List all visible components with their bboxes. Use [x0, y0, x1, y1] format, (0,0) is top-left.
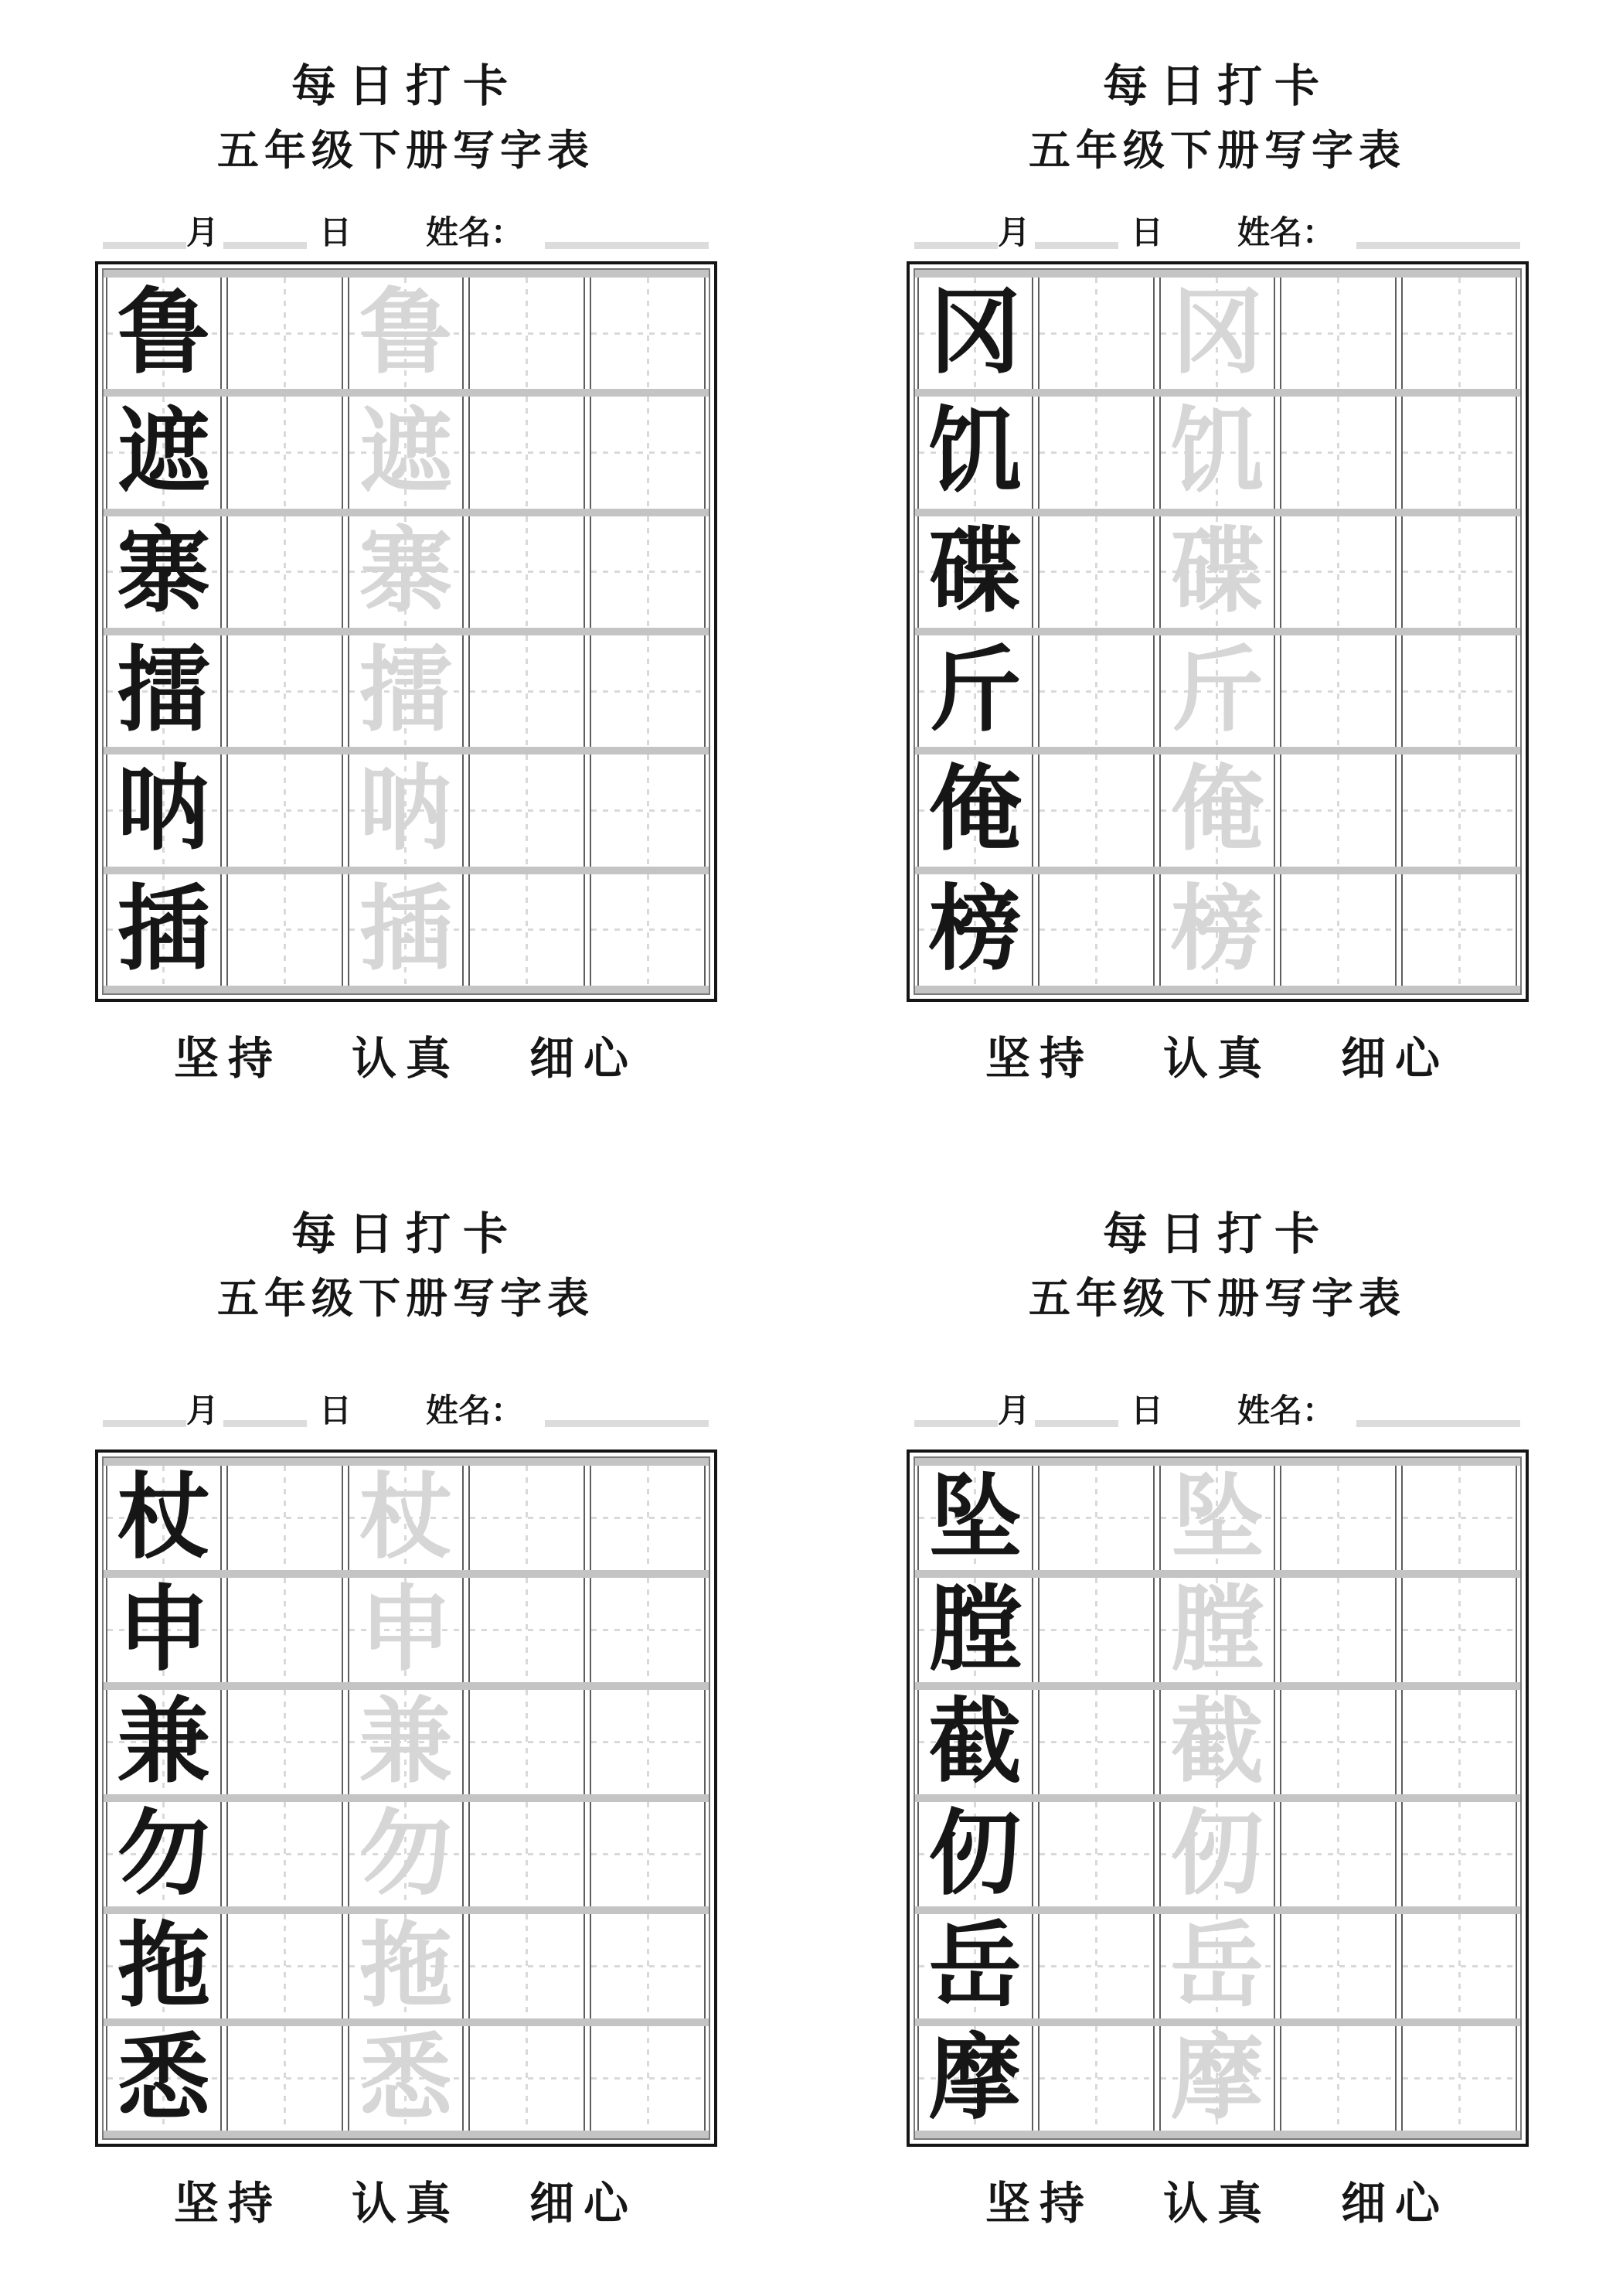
character-glyph: 杖	[117, 1466, 210, 1570]
character-glyph: 申	[117, 1578, 210, 1682]
empty-practice-cell	[1038, 755, 1155, 866]
character-cell	[917, 1466, 1034, 1570]
practice-row	[104, 747, 709, 866]
character-glyph: 榜	[928, 875, 1022, 983]
empty-practice-cell	[1401, 635, 1518, 747]
empty-practice-cell	[226, 516, 343, 628]
month-label: 月	[185, 213, 219, 251]
trace-glyph: 鲁	[359, 279, 452, 387]
trace-glyph: 寨	[359, 517, 452, 625]
name-label: 姓名：	[426, 1392, 524, 1429]
empty-practice-cell	[1038, 1914, 1155, 2018]
sheet-subtitle: 五年级下册写字表	[1029, 1274, 1406, 1323]
character-cell	[917, 397, 1034, 508]
trace-glyph: 遮	[359, 398, 452, 506]
empty-practice-cell	[226, 1802, 343, 1906]
character-glyph: 碟	[928, 517, 1022, 625]
empty-practice-cell	[1401, 516, 1518, 628]
motto-word: 坚持	[985, 2177, 1094, 2230]
motto-line	[812, 2177, 1623, 2230]
month-blank-line	[103, 1420, 186, 1427]
empty-practice-cell	[1038, 874, 1155, 986]
trace-glyph: 摩	[1170, 2026, 1264, 2131]
sheet-title: 每日打卡	[1102, 60, 1332, 112]
sheet-bottom-right	[812, 1148, 1623, 2296]
practice-row	[915, 2018, 1520, 2138]
trace-glyph: 冈	[1170, 279, 1264, 387]
trace-glyph: 饥	[1170, 398, 1264, 506]
empty-practice-cell	[1401, 278, 1518, 389]
trace-cell	[348, 397, 464, 508]
day-label: 日	[318, 1392, 352, 1429]
character-cell	[917, 874, 1034, 986]
empty-practice-cell	[1280, 1802, 1397, 1906]
practice-row	[104, 628, 709, 747]
month-label: 月	[185, 1392, 219, 1429]
empty-practice-cell	[1038, 1690, 1155, 1794]
trace-glyph: 杖	[359, 1466, 452, 1570]
empty-practice-cell	[1038, 2026, 1155, 2131]
motto-word: 坚持	[985, 1032, 1094, 1085]
character-cell	[917, 278, 1034, 389]
trace-glyph: 悉	[359, 2026, 452, 2131]
date-name-line	[812, 1389, 1623, 1429]
empty-practice-cell	[226, 2026, 343, 2131]
empty-practice-cell	[1038, 1578, 1155, 1682]
empty-practice-cell	[1038, 1466, 1155, 1570]
motto-word: 坚持	[173, 2177, 282, 2230]
character-glyph: 勿	[117, 1802, 210, 1906]
empty-practice-cell	[468, 635, 585, 747]
empty-practice-cell	[468, 1578, 585, 1682]
empty-practice-cell	[1401, 1466, 1518, 1570]
practice-grid	[907, 261, 1529, 1002]
character-cell	[917, 2026, 1034, 2131]
month-blank-line	[914, 242, 998, 249]
empty-practice-cell	[1038, 516, 1155, 628]
day-label: 日	[318, 213, 352, 251]
practice-row	[104, 1682, 709, 1794]
sheet-top-left	[0, 0, 812, 1148]
character-glyph: 悉	[117, 2026, 210, 2131]
empty-practice-cell	[1401, 397, 1518, 508]
motto-word: 坚持	[173, 1032, 282, 1085]
trace-cell	[1159, 635, 1276, 747]
practice-row	[915, 389, 1520, 508]
character-glyph: 插	[117, 875, 210, 983]
motto-line	[0, 2177, 812, 2230]
day-blank-line	[1035, 1420, 1118, 1427]
trace-glyph: 俺	[1170, 756, 1264, 864]
character-cell	[106, 874, 223, 986]
name-blank-line	[1356, 242, 1520, 249]
character-cell	[106, 755, 223, 866]
sheet-subtitle: 五年级下册写字表	[1029, 126, 1406, 175]
character-glyph: 斤	[928, 637, 1022, 745]
practice-row	[915, 1570, 1520, 1682]
trace-cell	[348, 1578, 464, 1682]
practice-grid-rows	[102, 1456, 710, 2140]
month-blank-line	[103, 242, 186, 249]
empty-practice-cell	[226, 635, 343, 747]
empty-practice-cell	[468, 1802, 585, 1906]
trace-cell	[348, 278, 464, 389]
sheet-title: 每日打卡	[291, 60, 520, 112]
empty-practice-cell	[590, 635, 706, 747]
empty-practice-cell	[1038, 1802, 1155, 1906]
character-glyph: 兼	[117, 1690, 210, 1794]
empty-practice-cell	[590, 1802, 706, 1906]
empty-practice-cell	[1280, 516, 1397, 628]
character-glyph: 饥	[928, 398, 1022, 506]
name-blank-line	[545, 1420, 709, 1427]
empty-practice-cell	[468, 516, 585, 628]
trace-glyph: 斤	[1170, 637, 1264, 745]
trace-cell	[1159, 516, 1276, 628]
sheet-subtitle: 五年级下册写字表	[217, 126, 594, 175]
empty-practice-cell	[1280, 1914, 1397, 2018]
trace-glyph: 擂	[359, 637, 452, 745]
practice-row	[104, 509, 709, 628]
trace-cell	[348, 1914, 464, 2018]
empty-practice-cell	[1401, 1802, 1518, 1906]
empty-practice-cell	[590, 1466, 706, 1570]
trace-cell	[348, 1690, 464, 1794]
day-label: 日	[1130, 1392, 1163, 1429]
trace-cell	[1159, 1690, 1276, 1794]
day-blank-line	[223, 242, 307, 249]
trace-glyph: 勿	[359, 1802, 452, 1906]
practice-row	[915, 1794, 1520, 1906]
motto-line	[0, 1032, 812, 1085]
empty-practice-cell	[226, 1466, 343, 1570]
empty-practice-cell	[1401, 1914, 1518, 2018]
practice-grid-rows	[914, 268, 1522, 995]
name-label: 姓名：	[1237, 213, 1335, 251]
motto-word: 认真	[351, 1032, 460, 1085]
day-label: 日	[1130, 213, 1163, 251]
practice-grid-rows	[914, 1456, 1522, 2140]
character-glyph: 坠	[928, 1466, 1022, 1570]
trace-cell	[1159, 278, 1276, 389]
day-blank-line	[1035, 242, 1118, 249]
trace-cell	[1159, 1466, 1276, 1570]
trace-glyph: 插	[359, 875, 452, 983]
practice-row	[104, 1458, 709, 1570]
character-glyph: 鲁	[117, 279, 210, 387]
sheet-subtitle: 五年级下册写字表	[217, 1274, 594, 1323]
trace-cell	[348, 635, 464, 747]
empty-practice-cell	[590, 1914, 706, 2018]
empty-practice-cell	[590, 1578, 706, 1682]
trace-glyph: 申	[359, 1578, 452, 1682]
trace-glyph: 坠	[1170, 1466, 1264, 1570]
trace-cell	[1159, 397, 1276, 508]
motto-line	[812, 1032, 1623, 1085]
character-glyph: 岳	[928, 1914, 1022, 2018]
character-glyph: 冈	[928, 279, 1022, 387]
empty-practice-cell	[468, 278, 585, 389]
practice-row	[104, 2018, 709, 2138]
sheet-top-right	[812, 0, 1623, 1148]
sheet-title: 每日打卡	[291, 1208, 520, 1260]
motto-word: 细心	[529, 1032, 638, 1085]
trace-cell	[1159, 2026, 1276, 2131]
character-glyph: 膛	[928, 1578, 1022, 1682]
empty-practice-cell	[1280, 2026, 1397, 2131]
motto-word: 认真	[351, 2177, 460, 2230]
trace-cell	[348, 2026, 464, 2131]
empty-practice-cell	[1280, 397, 1397, 508]
sheet-bottom-left	[0, 1148, 812, 2296]
date-name-line	[812, 211, 1623, 251]
character-glyph: 寨	[117, 517, 210, 625]
name-label: 姓名：	[426, 213, 524, 251]
empty-practice-cell	[226, 278, 343, 389]
trace-cell	[1159, 874, 1276, 986]
trace-cell	[348, 874, 464, 986]
empty-practice-cell	[1038, 635, 1155, 747]
practice-row	[104, 867, 709, 993]
character-glyph: 摩	[928, 2026, 1022, 2131]
empty-practice-cell	[1038, 397, 1155, 508]
character-cell	[917, 1802, 1034, 1906]
trace-cell	[1159, 1802, 1276, 1906]
character-glyph: 擂	[117, 637, 210, 745]
motto-word: 细心	[1341, 1032, 1450, 1085]
trace-glyph: 岳	[1170, 1914, 1264, 2018]
character-cell	[917, 1578, 1034, 1682]
trace-glyph: 榜	[1170, 875, 1264, 983]
practice-row	[915, 1682, 1520, 1794]
character-cell	[917, 1690, 1034, 1794]
character-glyph: 遮	[117, 398, 210, 506]
empty-practice-cell	[1401, 1690, 1518, 1794]
trace-cell	[1159, 1578, 1276, 1682]
empty-practice-cell	[1401, 2026, 1518, 2131]
empty-practice-cell	[590, 516, 706, 628]
character-cell	[106, 1914, 223, 2018]
empty-practice-cell	[1280, 1578, 1397, 1682]
trace-cell	[348, 1802, 464, 1906]
trace-glyph: 膛	[1170, 1578, 1264, 1682]
practice-grid	[95, 261, 717, 1002]
character-cell	[106, 397, 223, 508]
character-cell	[106, 1466, 223, 1570]
practice-row	[915, 1458, 1520, 1570]
month-label: 月	[997, 1392, 1030, 1429]
character-glyph: 仞	[928, 1802, 1022, 1906]
character-cell	[917, 1914, 1034, 2018]
character-glyph: 拖	[117, 1914, 210, 2018]
empty-practice-cell	[468, 1466, 585, 1570]
empty-practice-cell	[226, 1578, 343, 1682]
character-glyph: 截	[928, 1690, 1022, 1794]
empty-practice-cell	[468, 397, 585, 508]
date-name-line	[0, 1389, 812, 1429]
day-blank-line	[223, 1420, 307, 1427]
empty-practice-cell	[1280, 1690, 1397, 1794]
practice-row	[104, 1794, 709, 1906]
motto-word: 细心	[529, 2177, 638, 2230]
trace-cell	[348, 1466, 464, 1570]
motto-word: 认真	[1162, 1032, 1271, 1085]
trace-glyph: 兼	[359, 1690, 452, 1794]
name-blank-line	[1356, 1420, 1520, 1427]
motto-word: 细心	[1341, 2177, 1450, 2230]
practice-grid	[95, 1449, 717, 2147]
empty-practice-cell	[1401, 755, 1518, 866]
month-blank-line	[914, 1420, 998, 1427]
empty-practice-cell	[590, 1690, 706, 1794]
character-cell	[106, 635, 223, 747]
empty-practice-cell	[590, 2026, 706, 2131]
empty-practice-cell	[1401, 1578, 1518, 1682]
practice-grid	[907, 1449, 1529, 2147]
empty-practice-cell	[226, 397, 343, 508]
practice-row	[915, 270, 1520, 389]
character-cell	[106, 516, 223, 628]
empty-practice-cell	[468, 1914, 585, 2018]
empty-practice-cell	[1280, 755, 1397, 866]
empty-practice-cell	[226, 1690, 343, 1794]
month-label: 月	[997, 213, 1030, 251]
empty-practice-cell	[1401, 874, 1518, 986]
empty-practice-cell	[590, 874, 706, 986]
empty-practice-cell	[468, 1690, 585, 1794]
trace-glyph: 仞	[1170, 1802, 1264, 1906]
practice-row	[915, 747, 1520, 866]
empty-practice-cell	[590, 397, 706, 508]
character-cell	[917, 755, 1034, 866]
empty-practice-cell	[1280, 635, 1397, 747]
character-cell	[917, 516, 1034, 628]
practice-grid-rows	[102, 268, 710, 995]
trace-cell	[1159, 1914, 1276, 2018]
practice-row	[104, 1906, 709, 2018]
trace-glyph: 截	[1170, 1690, 1264, 1794]
empty-practice-cell	[1280, 278, 1397, 389]
empty-practice-cell	[590, 278, 706, 389]
empty-practice-cell	[1280, 874, 1397, 986]
trace-cell	[348, 516, 464, 628]
trace-glyph: 碟	[1170, 517, 1264, 625]
character-cell	[106, 1802, 223, 1906]
practice-row	[104, 389, 709, 508]
practice-row	[104, 1570, 709, 1682]
empty-practice-cell	[226, 1914, 343, 2018]
empty-practice-cell	[590, 755, 706, 866]
character-cell	[106, 1690, 223, 1794]
character-glyph: 俺	[928, 756, 1022, 864]
motto-word: 认真	[1162, 2177, 1271, 2230]
empty-practice-cell	[226, 755, 343, 866]
name-blank-line	[545, 242, 709, 249]
empty-practice-cell	[468, 874, 585, 986]
character-cell	[106, 278, 223, 389]
practice-row	[915, 509, 1520, 628]
trace-glyph: 呐	[359, 756, 452, 864]
practice-row	[915, 1906, 1520, 2018]
character-cell	[917, 635, 1034, 747]
empty-practice-cell	[226, 874, 343, 986]
empty-practice-cell	[1038, 278, 1155, 389]
date-name-line	[0, 211, 812, 251]
character-cell	[106, 1578, 223, 1682]
character-glyph: 呐	[117, 756, 210, 864]
trace-cell	[348, 755, 464, 866]
sheet-title: 每日打卡	[1102, 1208, 1332, 1260]
empty-practice-cell	[1280, 1466, 1397, 1570]
name-label: 姓名：	[1237, 1392, 1335, 1429]
trace-cell	[1159, 755, 1276, 866]
practice-row	[104, 270, 709, 389]
empty-practice-cell	[468, 755, 585, 866]
character-cell	[106, 2026, 223, 2131]
practice-row	[915, 628, 1520, 747]
practice-row	[915, 867, 1520, 993]
empty-practice-cell	[468, 2026, 585, 2131]
trace-glyph: 拖	[359, 1914, 452, 2018]
